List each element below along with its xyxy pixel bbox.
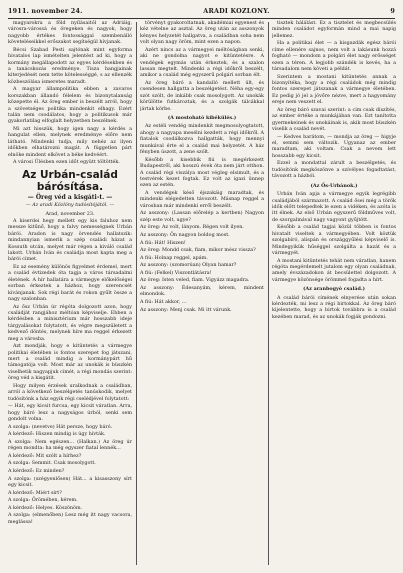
paragraph: A vendégek késő éjszakáig maradtak, és mindenki elégedetten távozott. Másnap reggel a városban már mindenki erről beszélt. [140,189,264,209]
dialog-line: A kérdező: Ez minden? [8,468,65,474]
dialog-line: A szolga: (elmenőben) Lesz még itt nagy vacsora, meglássa! [8,512,132,525]
paragraph: Később a kisebbik fiú is megérkezett Budapestről, aki hosszú évek óta nem járt otthon. A család régi viszálya most végleg elsimult, és a testvérek kezet fogtak. Ez volt az igazi ünnep ezen az estén. [140,156,264,189]
paragraph: Az estéli vendég mindenkit megmosolyogtatott, ahogy a nagyapa mesélni kezdett a régi időkről. A fiatalok csodálkozva hallgatták, hogy mennyi munkával érte el a család mai helyzetét. A ház fényben úszott, a zene szólt. [140,123,264,156]
paragraph: Az öreg báró szavai szerint: a cím csak díszítés, az ember értéke a munkájában van. Ezt tanította gyermekeinek és unokáinak is, akik most büszkén viselik a család nevét. [272,106,396,133]
paragraph: tisztek hálálást. Ez a tisztelet és megbecsülés minden családot egyformán mind a mai napig jellemez. [272,20,396,39]
header-title: ARADI KOZLONY. [203,7,270,15]
column-divider [136,22,137,565]
section-heading: (Az aranbogyó család.) [303,286,365,293]
dialog-line: Az asszony: Édesanyám, kérem, mindent elmondok. [140,285,264,298]
paragraph: Urbán Iván apja a vármegye egyik legrégibb családjából származott. A család ősei még a török idők előtt telepedtek le ezen a vidéken, és azóta is itt élnek. Az első Urbán egyszerű földműves volt, de szorgalmával nagy vagyont gyűjtött. [272,191,396,223]
header-rule [8,18,395,19]
dialog-line: A kérdező: Helyes. Köszönöm. [8,504,83,511]
dialog-line: A szolga: (nevetve) Hát persze, hogy báró. [8,423,113,430]
column-divider [268,22,269,565]
article-title: Az Urbán-család bárósítása. [22,168,118,193]
paragraph: Később a család tagjai közül többen is fontos hivatalt viseltek a vármegyében. Volt köztük szolgabíró, alispán és országgyűlési képviselő is. Mindegyikük hűséggel szolgálta a hazát és a vármegyét. [272,224,396,256]
article-dateline: Arad, november 23. [45,210,95,217]
dialog-line: A szolga: Semmit. Csak mosolygott. [8,460,96,467]
paragraph: A kiserdei hegy mellett egy kis faluhoz nem messze kitűnő, hogy a falvy nemességnek Urbán bárói. Aradon is nagy örvendés hallatszik: mindannyian ismerik a szép családi házat a Kossuth utcán, melyet már régen a kiváló család lakott. Urbán Iván és családja most kapta meg a bárói címet. [8,217,132,263]
paragraph: Mi azt hisszük, hogy igen nagy a kérdés a hangulat ellen, melynek eredménye előre nem látható. Mindenki tudja, mily nehéz az ilyen időkben elhatározni magát. A független párt elnöke mindent elkövet a béke kedvéért. [8,126,132,158]
header-page-number: 9 [390,7,395,15]
paragraph: A család bárói címének elnyerése után sokan kérdezték, mi lesz a régi birtokkal. Az öreg báró kijelentette, hogy a birtok továbbra is a család kezében marad, és az unokák fogják gondozni. [272,294,396,320]
paragraph: A mostani kitüntetés tehát nem váratlan, hanem régóta megérdemelt jutalom egy olyan családnak, amely évszázadokon át becsülettel dolgozott. A vármegye közönsége örömmel fogadta a hírt. [272,257,396,283]
paragraph: Azért nincs az a vármegyei méltóságban senki, aki ne gondolna nagyot e kitüntetésre. A vendégek egymás után érkeztek, és a szalon lassan megtelt. Mindenki a régi időkről beszélt, amikor a család még egyszerű polgári sorban élt. [140,46,264,79]
dialog-line: Az öreg: Isten veled, fiam. Vigyázz magadra. [140,277,250,284]
dialog-line: Az asszony: (szomorúan) Olyan hamar? [140,262,237,269]
paragraph: Bécsi Szabad Pesti sajtónak mint egyforma hivatalos lap ismételten jelentést ad ki, hogy a kormány megállapodott az egyes kérdésekben és a tanácskozás eredménye. Tisza hangjainak kiterjedését nem tette kötelességgé, s az ellenzék közbeszólása ismeretes maradt. [8,46,132,85]
paragraph: magyarokra a föld nyílásaitól az Adriáig, városra-várossá és öregeken és nagyok, hogy nagyobb értékes fontossággal szembenálló követeléseikkel erőszakot segítségül hívjanak. [8,20,132,46]
column-3 [272,20,396,567]
dialog-line: A fiú: (Felkel) Viszontlátásra! [140,269,212,276]
dialog-line: Az öreg: Az volt, lányom. Régen volt ilyen. [140,224,244,231]
dialog-line: A kérdező: Hiszen mindig is úgy hívták. [8,431,106,438]
dialog-line: — Hát, egy kicsit furcsa, egy kicsit váratlan. Arra, hogy báró lesz a nagyságos úrból, senki sem gondolt volna. [8,403,132,423]
paragraph: A magyar állampolitika ebben a zavaros korszakban állandó félelem és bizonytalanság közepette él. Az öreg ember is beszélt arról, hogy a szövetséges politika mindenkit elhagy. Ezért talán nem csodálatos, hogy a politikusok már gyakorlatilag elfoglalt helyzetben beszélnek. [8,86,132,125]
section-heading: (A mostoható kibékülés.) [167,115,237,122]
dialog-line: A szolga: Nem egészen... (Halkan.) Az öreg úr régen mondta: ha még egyszer fiatal lennék... [8,438,132,452]
paragraph: Azt mondják, hogy e kitüntetés a vármegye politikai életében is fontos szerepet fog játszani, mert a család mindig a kormánypárt hű támogatója volt. Most már az unokák is büszkén viselhetik nagyapjuk címét, a régi mondás szerint: öreg véd a kisgátit. [8,343,132,382]
page-header [8,4,395,18]
paragraph: Az ősz Urbán úr régóta dolgozott azon, hogy családját rangjához méltóan képviselje. Ebben a kérdésben a minisztérium már hosszabb ideje tárgyalásokat folytatott, és végre megszületett a kedvező döntés, melynek híre ma reggel érkezett meg a városba. [8,303,132,342]
paragraph: A városi Ülésben ezen időt együtt töltötték. [13,159,120,166]
dialog-line: Az asszony: Ön nagyon boldog most. [140,231,230,238]
paragraph: Ezzel a mondattal zárult a beszélgetés, és tudósítónk megköszönve a szívélyes fogadtatást, távozott a házból. [272,160,396,180]
dialog-line: A fiú: Holnap reggel, apám. [140,254,208,261]
paragraph: Szerintem a mostani kitüntetés annak a bizonyítéka, hogy a régi családok még mindig fontos szerepet játszanak a vármegye életében. Ez pedig jó jel a jövőre nézve, mert a hagyomány ereje nem veszett el. [272,73,396,106]
dialog-line: A kérdező: Mit szólt a hírhez? [8,452,82,459]
column-1 [8,20,132,567]
dialog-line: A fiú: Hát! Hiszen! [140,239,186,246]
paragraph: Az öreg báró a kandalló mellett ült, és csendesen hallgatta a beszélgetést. Néha egy-egy szót szólt, de inkább csak mosolygott. Az unokák körülötte futkároztak, és a szolgák tálcákkal jártak körbe. [140,80,264,112]
paragraph: törvényt gyakoroltatnak, akadémiai egyenest és kéz vételne az asztal. Az öreg után az asszonyok kényes helyzetét hallgatva, a családban soha nem volt olyan nagy öröm, mint ezen a napon. [140,20,264,46]
dialog-line: A szolga: (szégyenlősen) Hát... a kisasszony sírt egy kicsit. [8,475,132,488]
dialog-line: A szolga: Örömében, kérem. [8,497,78,504]
dialog-line: A kérdező: Miért sírt? [8,489,62,496]
article-byline: — Az aradi Közlöny tudósítójától. — [25,202,115,209]
paragraph: Ha a politikai élet — a kisgazdák egész bárói címe ellenére sajnos, nem volt a lakásunk hozzá fogható — mondom a polgári élet nagy erősséget ezen a téren. A legjobb szándék is kevés, ha a társadalom nem követi a példát. [272,40,396,73]
dialog-line: A fiú: Hát akkor, ... [140,299,187,306]
article-subtitle: — Öreg véd a kisgáti-t. — [27,193,113,201]
dialog-line: Az öreg: Mondd csak, fiam, mikor mész vissza? [140,247,256,254]
section-heading: (Az Ős-Urbánok.) [310,182,358,189]
header-date: 1911. november 24. [8,7,83,15]
column-2 [140,20,264,567]
dialog-line: Az asszony: (Lassan előrelép a kertben) Nagyon szép este volt, ugye? [140,210,264,223]
dialog-line: Az asszony: Menj csak. Mi itt várunk. [140,306,232,313]
paragraph: Ez az esemény különös figyelmet érdemel, mert a család évtizedek óta tagja a város társadalmi életének. A hír hallatára a vármegye előkelőségei sorban érkeztek a házhoz, hogy szerencsét kívánjanak. Sok régi barát és rokon gyűlt össze a nagy szalonban. [8,263,132,302]
paragraph: Hogy milyen érzések uralkodnak a családban, arról a következő beszélgetés tanúskodik, melyet tudósítónk a ház egyik régi cselédjével folytatott: [8,382,132,402]
paragraph: — Kedves barátom, — mondja az öreg — higyje el, semmi sem változik. Ugyanaz az ember maradtam, aki voltam. Csak a nevem lett hosszabb egy kicsit. [272,133,396,159]
